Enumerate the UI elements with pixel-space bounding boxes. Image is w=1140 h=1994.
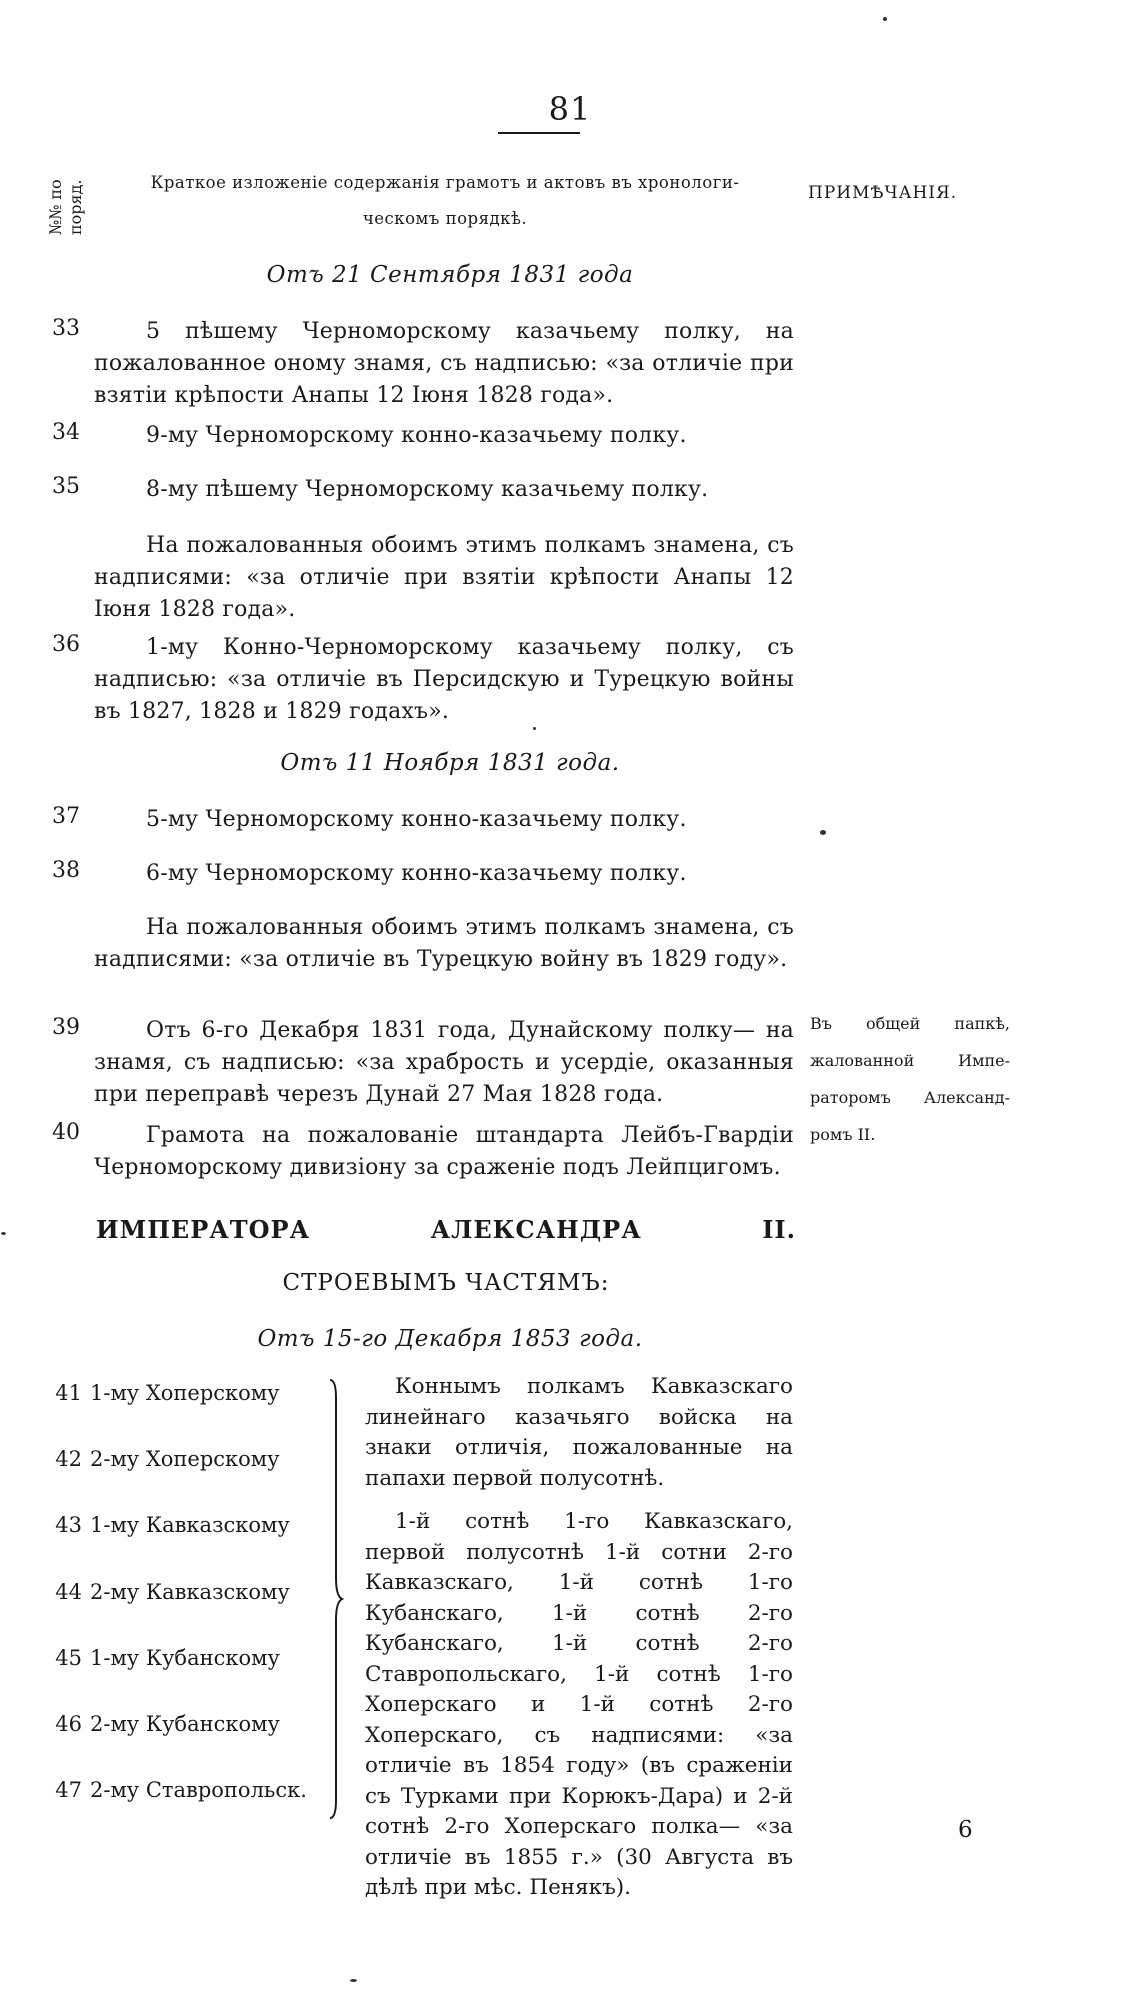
regiment-row [40,1580,320,1604]
number-column-label-2: поряд. [66,179,85,235]
regiment-name: 2-му Ставропольск. [90,1778,307,1802]
scan-speck [533,727,536,730]
entry-number-36: 36 [52,632,80,657]
entry-number-40: 40 [52,1120,80,1145]
regiment-row [40,1712,320,1736]
regiment-name: 1-му Хоперскому [90,1381,280,1405]
regiment-number: 44 [55,1580,82,1604]
date-heading-1831-sep: Отъ 21 Сентября 1831 года [266,262,634,288]
summary-column-title-2: ческомъ порядкѣ. [362,209,528,228]
entry-number-35: 35 [52,474,80,499]
regiment-number: 47 [55,1778,82,1802]
entry-number-33: 33 [52,316,80,341]
entry-text-40: Грамота на пожалованіе штандарта Лейбъ-Гвардіи Черноморскому дивизіону за сраженіе подъ Лейпцигомъ. [94,1123,794,1180]
notes-column-header: ПРИМѢЧАНІЯ. [808,183,958,203]
number-column-label-1: №№ по [46,179,65,235]
header-rule [498,132,580,134]
margin-note-line: жалованной Импе- [810,1051,1010,1070]
margin-note-line: Въ общей папкѣ, [810,1014,1010,1033]
margin-note-line: ромъ II. [810,1125,876,1144]
margin-note-39 [810,1005,1010,1153]
regiment-number: 45 [55,1646,82,1670]
entry-text-38: 6-му Черноморскому конно-казачьему полку. [146,861,687,886]
entry-text-34: 9-му Черноморскому конно-казачьему полку. [146,423,687,448]
regiment-number: 46 [55,1712,82,1736]
regiment-name: 2-му Хоперскому [90,1447,280,1471]
section-heading: ИМПЕРАТОРА АЛЕКСАНДРА II. [96,1215,796,1244]
regiment-number: 43 [55,1513,82,1537]
entry-text-35: 8-му пѣшему Черноморскому казачьему полку. [146,477,709,502]
entry-number-34: 34 [52,420,80,445]
entry-number-38: 38 [52,858,80,883]
date-heading-1853: Отъ 15-го Декабря 1853 года. [257,1326,643,1352]
entry-text-37: 5-му Черноморскому конно-казачьему полку. [146,807,687,832]
entry-text-38-note: На пожалованныя обоимъ этимъ полкамъ знамена, съ надписями: «за отличіе въ Турецкую войну въ 1829 году». [94,915,794,972]
regiment-number: 41 [55,1381,82,1405]
margin-note-line: раторомъ Александ- [810,1088,1010,1107]
curly-brace [328,1378,344,1820]
regiment-name: 1-му Кавказскому [90,1513,290,1537]
entry-number-39: 39 [52,1015,80,1040]
entry-number-37: 37 [52,804,80,829]
scan-speck [883,17,887,21]
entry-text-39: Отъ 6-го Декабря 1831 года, Дунайскому полку— на знамя, съ надписью: «за храбрость и усердіе, оказанныя при переправѣ черезъ Дунай 27 Мая 1828 года. [94,1018,794,1107]
summary-column-header [130,165,760,237]
scan-speck [1,1232,6,1235]
regiment-row [40,1381,320,1405]
regiments-description-2: 1-й сотнѣ 1-го Кавказскаго, первой полусотнѣ 1-й сотни 2-го Кавказскаго, 1-й сотнѣ 1-го Кубанскаго, 1-й сотнѣ 2-го Кубанскаго, 1-й сотнѣ 2-го Ставропольскаго, 1-й сотнѣ 1-го Хоперскаго и 1-й сотнѣ 2-го Хоперскаго, съ надписями: «за отличіе въ 1854 году» (въ сраженіи съ Турками при Корюкъ-Дара) и 2-й сотнѣ 2-го Хоперскаго полка— «за отличіе въ 1855 г.» (30 Августа въ дѣлѣ при мѣс. Пенякъ). [365,1509,793,1900]
entry-text-36: 1-му Конно-Черноморскому казачьему полку, съ надписью: «за отличіе въ Персидскую и Турецкую войны въ 1827, 1828 и 1829 годахъ». [94,635,794,724]
regiment-name: 2-му Кавказскому [90,1580,290,1604]
page-number: 81 [548,90,592,128]
scan-speck [350,1979,357,1982]
entry-text-35-note: На пожалованныя обоимъ этимъ полкамъ знамена, съ надписями: «за отличіе при взятіи крѣпости Анапы 12 Іюня 1828 года». [94,533,794,622]
regiment-name: 1-му Кубанскому [90,1646,280,1670]
regiments-description-1: Коннымъ полкамъ Кавказскаго линейнаго казачьяго войска на знаки отличія, пожалованные на папахи первой полусотнѣ. [365,1374,793,1491]
regiment-row [40,1646,320,1670]
regiment-row [40,1513,320,1537]
date-heading-1831-nov: Отъ 11 Ноября 1831 года. [280,750,620,776]
section-subheading: СТРОЕВЫМЪ ЧАСТЯМЪ: [282,1270,610,1296]
regiment-number: 42 [55,1447,82,1471]
regiment-row [40,1778,320,1802]
entry-text-33: 5 пѣшему Черноморскому казачьему полку, на пожалованное оному знамя, съ надписью: «за отличіе при взятіи крѣпости Анапы 12 Іюня 1828 года». [94,319,794,408]
regiment-row [40,1447,320,1471]
summary-column-title-1: Краткое изложеніе содержанія грамотъ и актовъ въ хронологи- [150,173,740,192]
number-column-header [42,155,108,235]
scan-speck [820,830,826,835]
signature-mark: 6 [958,1817,973,1843]
regiment-name: 2-му Кубанскому [90,1712,280,1736]
